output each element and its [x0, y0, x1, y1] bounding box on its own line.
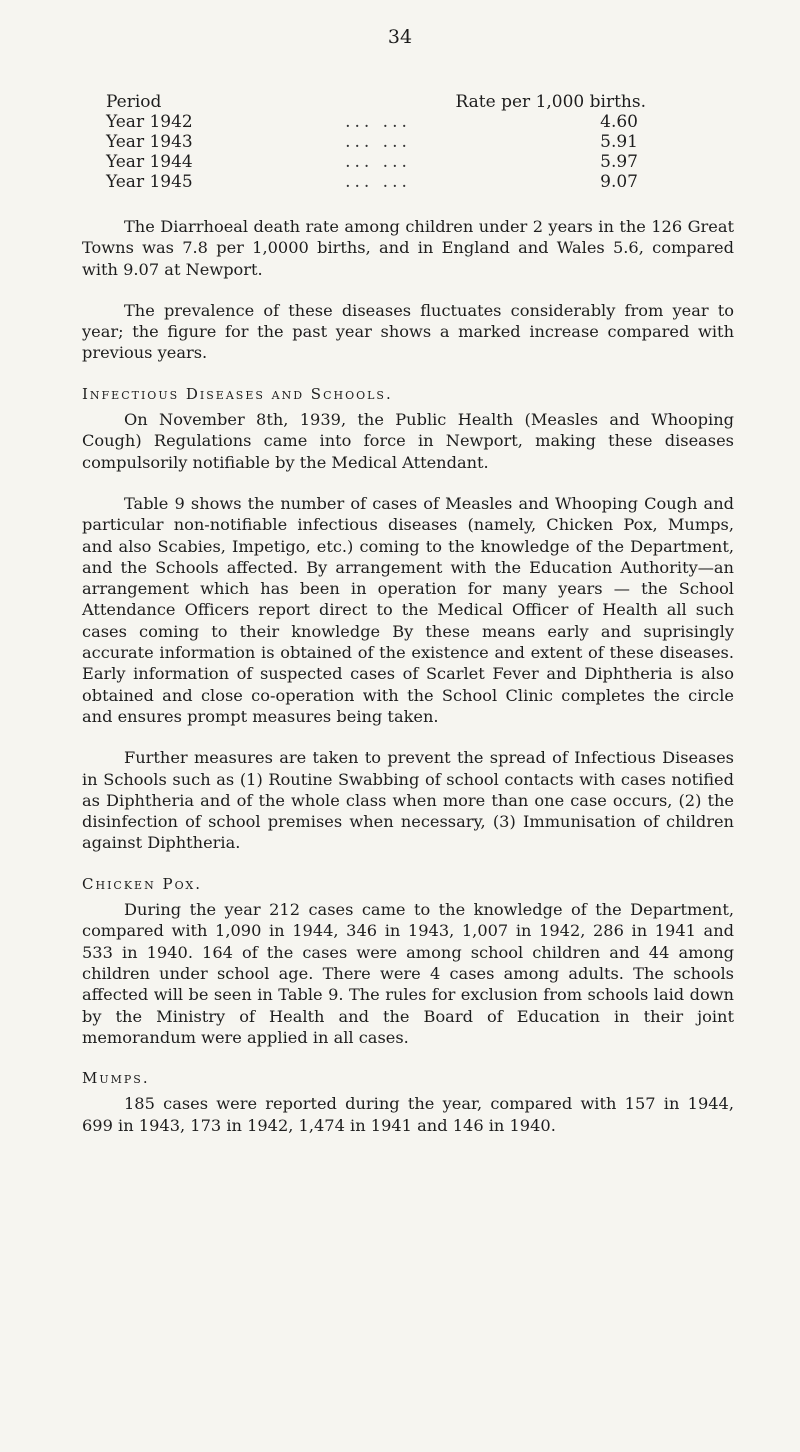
page-number: 34 — [387, 26, 413, 48]
prevalence-paragraph: The prevalence of these diseases fluctuates considerably from year to year; the figure for the past year shows a marked increase compared with previous years. — [82, 300, 734, 363]
regulations-paragraph: On November 8th, 1939, the Public Health (Measles and Whooping Cough) Regulations came into force in Newport, making these diseases compulsorily notifiable by the Medical Attendant. — [82, 410, 734, 472]
row-label: Year 1943 — [106, 132, 193, 152]
section-heading-chicken-pox: Chicken Pox. — [82, 874, 202, 893]
section-heading-infectious-diseases: Infectious Diseases and Schools. — [82, 384, 393, 403]
table-row — [106, 132, 646, 152]
table-row — [106, 172, 646, 192]
row-value: 5.97 — [600, 152, 638, 172]
header-period: Period — [106, 92, 162, 112]
row-value: 4.60 — [600, 112, 638, 132]
table-header-row — [106, 92, 646, 112]
row-value: 9.07 — [600, 172, 638, 192]
table-row — [106, 152, 646, 172]
header-rate: Rate per 1,000 births. — [455, 92, 646, 112]
leader-dots: ... ... — [345, 112, 411, 132]
section-heading-mumps: Mumps. — [82, 1069, 150, 1088]
row-label: Year 1945 — [106, 172, 193, 192]
leader-dots: ... ... — [345, 172, 411, 192]
further-measures-paragraph: Further measures are taken to prevent the spread of Infectious Diseases in Schools such as (1) Routine Swabbing of school contacts with cases notified as Diphtheria and of the whole class when more than one case occurs, (2) the disinfection of school premises when necessary, (3) Immunisation of children against Diphtheria. — [82, 748, 734, 853]
body-text — [82, 216, 734, 1156]
table-row — [106, 112, 646, 132]
table-9-paragraph: Table 9 shows the number of cases of Measles and Whooping Cough and particular non-notifiable infectious diseases (namely, Chicken Pox, Mumps, and also Scabies, Impetigo, etc.) coming to the knowledge of the Department, and the Schools affected. By arrangement with the Education Authority—an arrangement which has been in operation for many years — the School Attendance Officers report direct to the Medical Officer of Health all such cases coming to their knowledge By these means early and suprisingly accurate information is obtained of the existence and extent of these diseases. Early information of suspected cases of Scarlet Fever and Diphtheria is also obtained and close co-operation with the School Clinic completes the circle and ensures prompt measures being taken. — [82, 493, 734, 726]
leader-dots: ... ... — [345, 152, 411, 172]
diarrhoeal-rate-paragraph: The Diarrhoeal death rate among children under 2 years in the 126 Great Towns was 7.8 per 1,0000 births, and in England and Wales 5.6, compared with 9.07 at Newport. — [82, 217, 734, 279]
leader-dots: ... ... — [345, 132, 411, 152]
row-value: 5.91 — [600, 132, 638, 152]
row-label: Year 1944 — [106, 152, 193, 172]
mumps-paragraph: 185 cases were reported during the year, compared with 157 in 1944, 699 in 1943, 173 in 1942, 1,474 in 1941 and 146 in 1940. — [82, 1094, 734, 1135]
row-label: Year 1942 — [106, 112, 193, 132]
chicken-pox-paragraph: During the year 212 cases came to the knowledge of the Department, compared with 1,090 in 1944, 346 in 1943, 1,007 in 1942, 286 in 1941 and 533 in 1940. 164 of the cases were among school children and 44 among children under school age. There were 4 cases among adults. The schools affected will be seen in Table 9. The rules for exclusion from schools laid down by the Ministry of Health and the Board of Education in their joint memorandum were applied in all cases. — [82, 900, 734, 1047]
birth-rate-table — [106, 92, 646, 192]
